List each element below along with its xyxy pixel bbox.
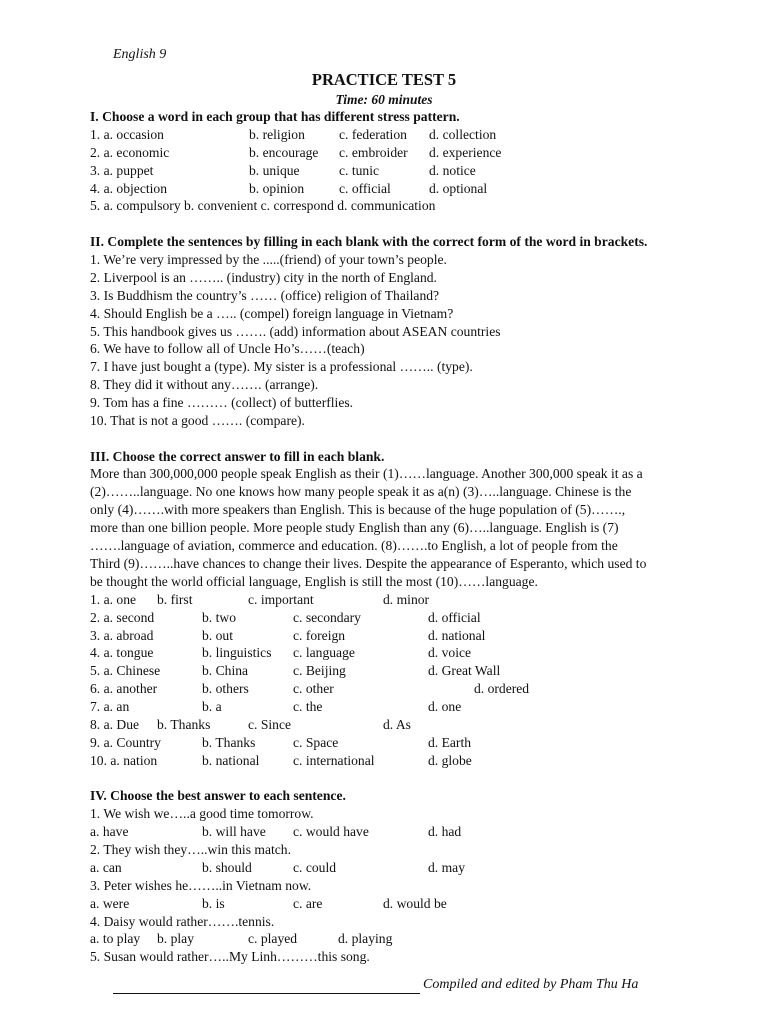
- section-2-sentence: 5. This handbook gives us ……. (add) information about ASEAN countries: [90, 323, 501, 339]
- answer-row: [90, 644, 712, 662]
- option-a: a. were: [90, 895, 130, 911]
- option-b: b. opinion: [249, 180, 305, 196]
- option-d: d. one: [428, 699, 462, 715]
- option-d: d. Earth: [428, 734, 472, 750]
- answer-row: [90, 662, 712, 680]
- answer-row: [90, 734, 712, 752]
- option-c: c. official: [339, 180, 391, 196]
- option-a: 9. a. Country: [90, 734, 161, 750]
- section-2-sentence: 9. Tom has a fine ……… (collect) of butterflies.: [90, 395, 354, 411]
- section-2-sentence: 3. Is Buddhism the country’s …… (office) religion of Thailand?: [90, 287, 440, 303]
- option-a: 4. a. tongue: [90, 645, 154, 661]
- option-b: b. Thanks: [157, 717, 211, 733]
- passage-line: Third (9)……..have chances to change their lives. Despite the appearance of Esperanto, which used to: [90, 555, 647, 571]
- option-d: d. globe: [428, 752, 472, 768]
- spacer: [90, 215, 712, 233]
- answer-row: [90, 823, 712, 841]
- option-a: 3. a. abroad: [90, 627, 154, 643]
- option-b: b. others: [202, 681, 249, 697]
- option-c: c. important: [248, 591, 314, 607]
- section-1-item: 5. a. compulsory b. convenient c. correspond d. communication: [90, 198, 436, 214]
- option-d: d. As: [383, 717, 411, 733]
- option-b: b. a: [202, 699, 222, 715]
- answer-row: [90, 591, 712, 609]
- spacer: [90, 430, 712, 448]
- option-b: b. religion: [249, 126, 305, 142]
- option-d: d. playing: [338, 931, 393, 947]
- option-a: 2. a. second: [90, 609, 155, 625]
- option-c: c. the: [293, 699, 323, 715]
- footer-credit: Compiled and edited by Pham Thu Ha: [423, 977, 639, 992]
- option-c: c. would have: [293, 824, 369, 840]
- passage-line: more than one billion people. More people study English than any (6)…..language. English is (7): [90, 520, 619, 536]
- answer-row: [90, 859, 712, 877]
- option-c: c. tunic: [339, 162, 380, 178]
- section-2-heading: II. Complete the sentences by filling in each blank with the correct form of the word in brackets.: [90, 233, 648, 249]
- option-c: c. Since: [248, 717, 292, 733]
- passage-line: be thought the world official language, English is still the most (10)……language.: [90, 573, 538, 589]
- passage-line: More than 300,000,000 people speak English as their (1)……language. Another 300,000 speak it as a: [90, 466, 643, 482]
- option-d: d. collection: [429, 126, 497, 142]
- option-c: c. international: [293, 752, 375, 768]
- option-d: d. official: [428, 609, 481, 625]
- option-c: c. foreign: [293, 627, 346, 643]
- option-d: d. voice: [428, 645, 472, 661]
- option-b: b. unique: [249, 162, 300, 178]
- option-c: c. other: [293, 681, 334, 697]
- question-2: 2. They wish they…..win this match.: [90, 841, 291, 857]
- option-b: b. national: [202, 752, 260, 768]
- answer-row: [90, 930, 712, 948]
- option-a: 2. a. economic: [90, 144, 170, 160]
- question-1: 1. We wish we…..a good time tomorrow.: [90, 806, 314, 822]
- option-c: c. could: [293, 859, 337, 875]
- option-b: b. two: [202, 609, 236, 625]
- question-4: 4. Daisy would rather…….tennis.: [90, 913, 275, 929]
- option-a: 1. a. one: [90, 591, 137, 607]
- section-2-sentence: 2. Liverpool is an …….. (industry) city in the north of England.: [90, 269, 437, 285]
- option-d: d. notice: [429, 162, 476, 178]
- answer-row: [90, 609, 712, 627]
- option-c: c. federation: [339, 126, 407, 142]
- option-d: d. had: [428, 824, 462, 840]
- option-b: b. out: [202, 627, 233, 643]
- footer-rule: [113, 993, 420, 994]
- section-1-heading: I. Choose a word in each group that has different stress pattern.: [90, 109, 460, 124]
- option-a: 10. a. nation: [90, 752, 158, 768]
- question-5: 5. Susan would rather…..My Linh………this song.: [90, 949, 370, 965]
- section-2-sentence: 7. I have just bought a (type). My sister is a professional …….. (type).: [90, 359, 473, 375]
- option-b: b. encourage: [249, 144, 319, 160]
- answer-row: [90, 680, 712, 698]
- option-a: 7. a. an: [90, 699, 130, 715]
- passage-line: (2)……..language. No one knows how many people speak it as a(n) (3)…..language. Chinese is the: [90, 484, 632, 500]
- option-d: d. Great Wall: [428, 663, 501, 679]
- passage-line: …….language of aviation, commerce and education. (8)…….to English, a lot of people from the: [90, 538, 618, 554]
- answer-row: [90, 716, 712, 734]
- section-4-heading: IV. Choose the best answer to each sentence.: [90, 788, 346, 804]
- section-1-item: [90, 180, 712, 198]
- section-2-sentence: 10. That is not a good ……. (compare).: [90, 413, 305, 429]
- option-d: d. ordered: [474, 681, 530, 697]
- option-a: 5. a. Chinese: [90, 663, 161, 679]
- option-b: b. first: [157, 591, 193, 607]
- option-d: d. would be: [383, 895, 447, 911]
- section-1-item: [90, 126, 712, 144]
- option-c: c. are: [293, 895, 323, 911]
- time-subtitle: Time: 60 minutes: [335, 92, 433, 107]
- option-a: a. to play: [90, 931, 141, 947]
- option-a: 6. a. another: [90, 681, 158, 697]
- option-c: c. Space: [293, 734, 339, 750]
- option-c: c. embroider: [339, 144, 408, 160]
- option-a: 4. a. objection: [90, 180, 168, 196]
- answer-row: [90, 698, 712, 716]
- option-d: d. may: [428, 859, 465, 875]
- passage-line: only (4)…….with more speakers than English. This is because of the huge population of (5)…….,: [90, 502, 626, 518]
- answer-row: [90, 627, 712, 645]
- option-c: c. language: [293, 645, 355, 661]
- option-b: b. China: [202, 663, 249, 679]
- option-b: b. linguistics: [202, 645, 272, 661]
- option-d: d. optional: [429, 180, 488, 196]
- section-3-heading: III. Choose the correct answer to fill in each blank.: [90, 448, 385, 464]
- page-title: PRACTICE TEST 5: [311, 70, 457, 89]
- option-b: b. Thanks: [202, 734, 256, 750]
- section-2-sentence: 1. We’re very impressed by the .....(friend) of your town’s people.: [90, 251, 447, 267]
- option-c: c. played: [248, 931, 298, 947]
- section-1-item: [90, 144, 712, 162]
- test-content: [90, 108, 712, 966]
- option-c: c. Beijing: [293, 663, 346, 679]
- option-b: b. is: [202, 895, 225, 911]
- option-d: d. minor: [383, 591, 430, 607]
- option-d: d. experience: [429, 144, 502, 160]
- answer-row: [90, 895, 712, 913]
- option-a: 8. a. Due: [90, 717, 140, 733]
- option-b: b. will have: [202, 824, 266, 840]
- option-c: c. secondary: [293, 609, 361, 625]
- subject-header: English 9: [113, 47, 167, 62]
- answer-row: [90, 752, 712, 770]
- option-a: 3. a. puppet: [90, 162, 154, 178]
- section-2-sentence: 4. Should English be a ….. (compel) foreign language in Vietnam?: [90, 305, 454, 321]
- option-a: a. have: [90, 824, 129, 840]
- section-2-sentence: 6. We have to follow all of Uncle Ho’s……(teach): [90, 341, 365, 357]
- option-a: 1. a. occasion: [90, 126, 164, 142]
- option-b: b. play: [157, 931, 194, 947]
- option-d: d. national: [428, 627, 486, 643]
- spacer: [90, 770, 712, 788]
- option-b: b. should: [202, 859, 252, 875]
- option-a: a. can: [90, 859, 122, 875]
- question-3: 3. Peter wishes he……..in Vietnam now.: [90, 877, 312, 893]
- section-2-sentence: 8. They did it without any……. (arrange).: [90, 377, 319, 393]
- section-1-item: [90, 162, 712, 180]
